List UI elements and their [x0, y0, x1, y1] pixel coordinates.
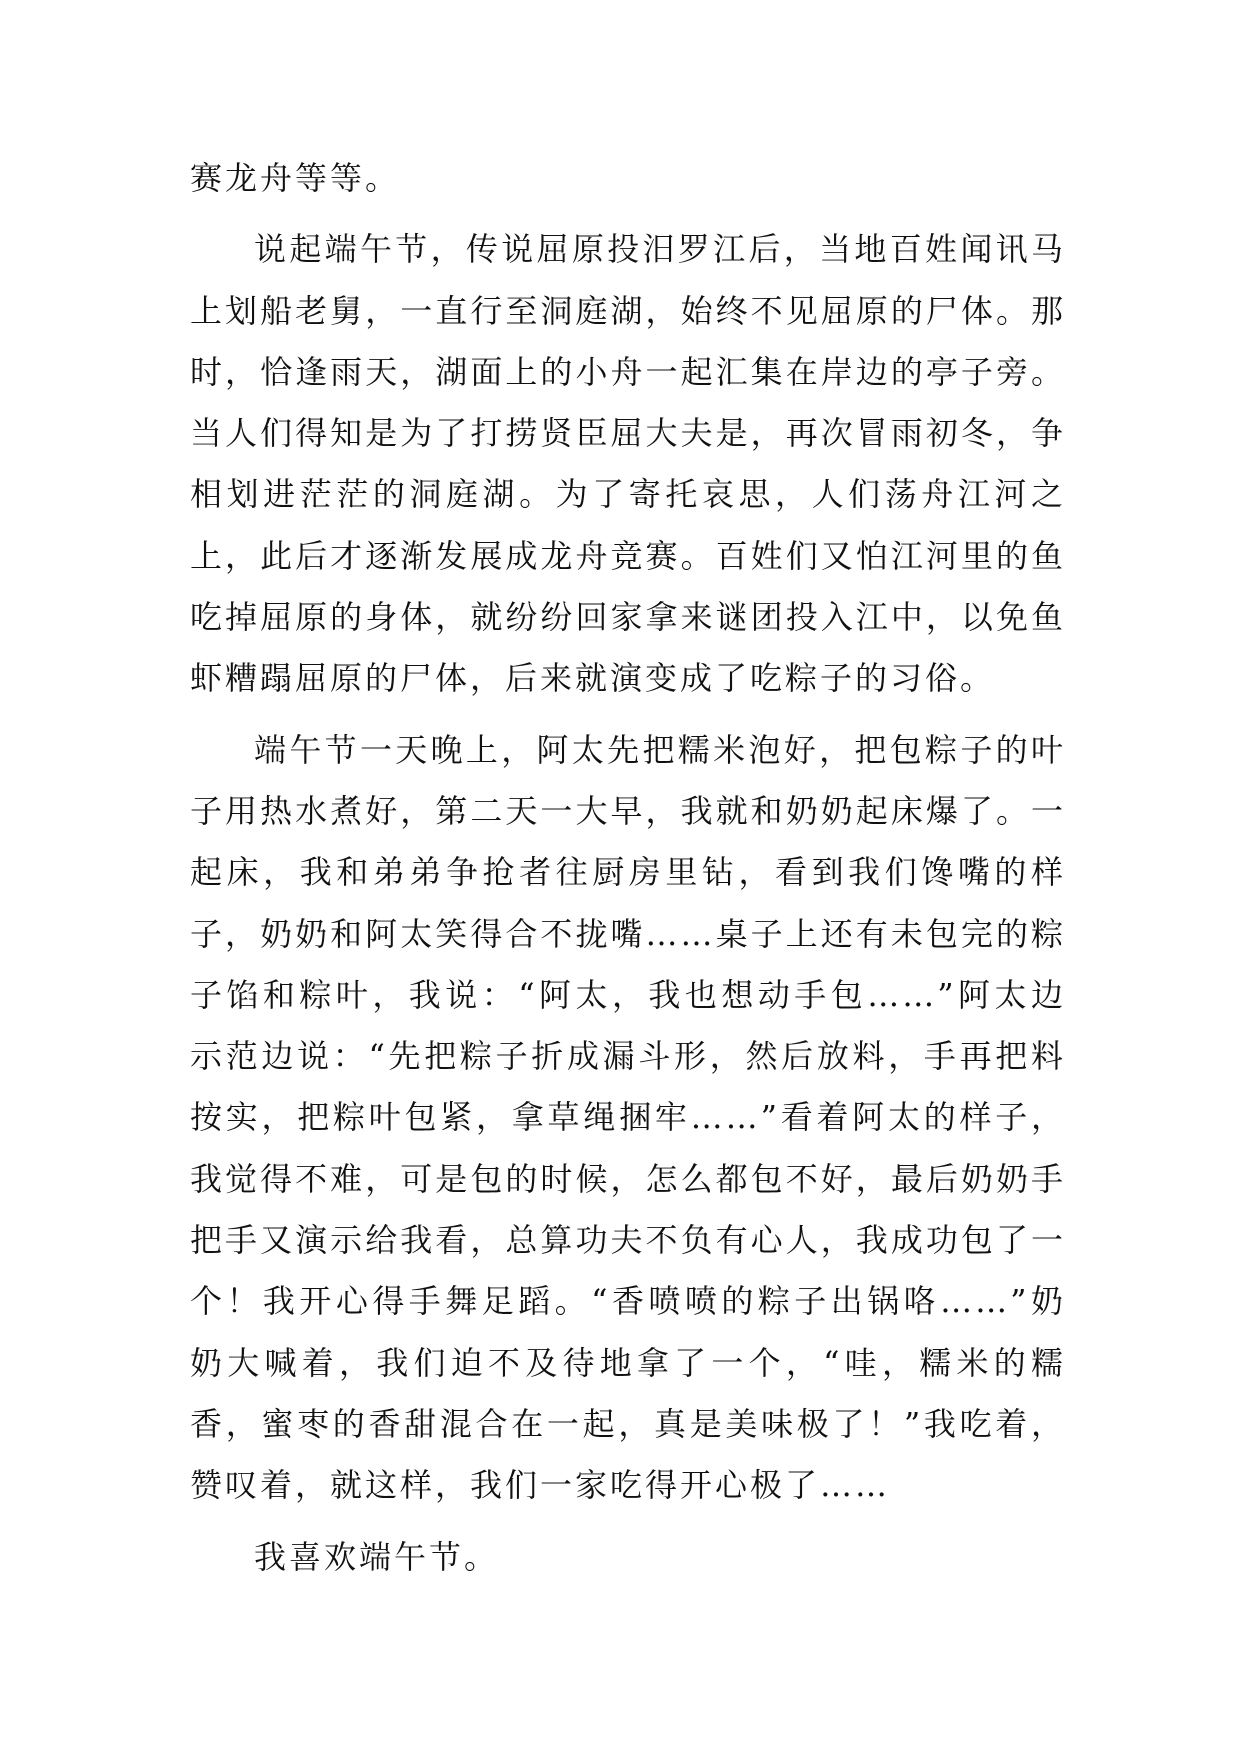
paragraph-making-zongzi: 端午节一天晚上，阿太先把糯米泡好，把包粽子的叶子用热水煮好，第二天一大早，我就和奶奶起床爆了。一起床，我和弟弟争抢者往厨房里钻，看到我们馋嘴的样子，奶奶和阿太笑得合不拢嘴……桌子上还有未包完的粽子馅和粽叶，我说：“阿太，我也想动手包……”阿太边示范边说：“先把粽子折成漏斗形，然后放料，手再把料按实，把粽叶包紧，拿草绳捆牢……”看着阿太的样子，我觉得不难，可是包的时候，怎么都包不好，最后奶奶手把手又演示给我看，总算功夫不负有心人，我成功包了一个！我开心得手舞足蹈。“香喷喷的粽子出锅咯……”奶奶大喊着，我们迫不及待地拿了一个，“哇，糯米的糯香，蜜枣的香甜混合在一起，真是美味极了！”我吃着，赞叹着，就这样，我们一家吃得开心极了……	[190, 730, 1066, 1505]
paragraph-legend: 说起端午节，传说屈原投汨罗江后，当地百姓闻讯马上划船老舅，一直行至洞庭湖，始终不见屈原的尸体。那时，恰逢雨天，湖面上的小舟一起汇集在岸边的亭子旁。当人们得知是为了打捞贤臣屈大夫是，再次冒雨初冬，争相划进茫茫的洞庭湖。为了寄托哀思，人们荡舟江河之上，此后才逐渐发展成龙舟竞赛。百姓们又怕江河里的鱼吃掉屈原的身体，就纷纷回家拿来谜团投入江中，以免鱼虾糟蹋屈原的尸体，后来就演变成了吃粽子的习俗。	[190, 230, 1066, 698]
essay-body	[190, 148, 1066, 1588]
paragraph-conclusion: 我喜欢端午节。	[254, 1537, 500, 1576]
paragraph-continuation: 赛龙舟等等。	[190, 159, 401, 197]
